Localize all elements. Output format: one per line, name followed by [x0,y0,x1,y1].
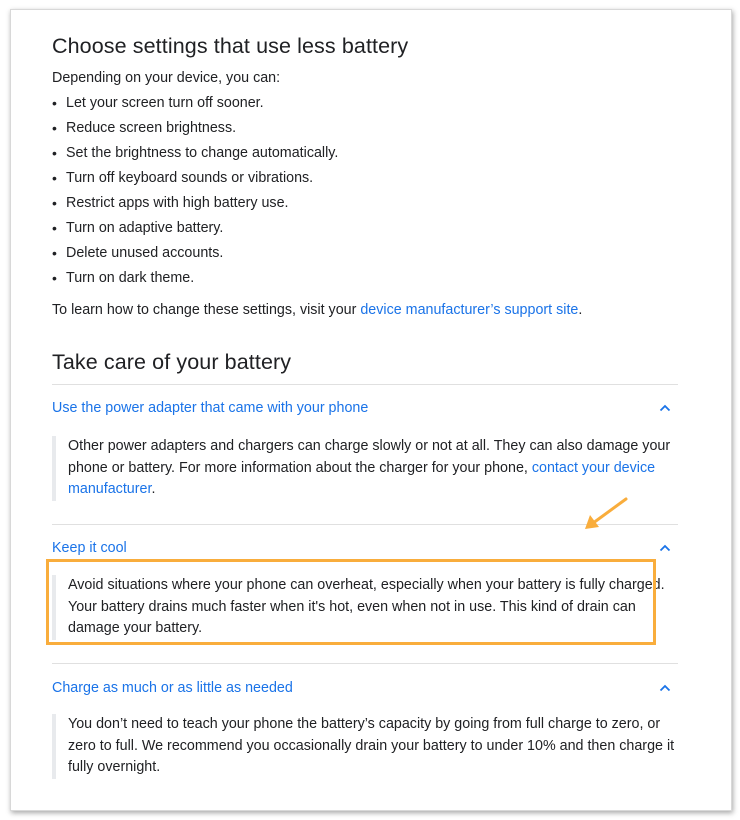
accordion-divider [52,663,678,664]
bullet-icon: • [52,145,57,161]
settings-intro: Depending on your device, you can: [52,70,281,86]
list-item: • Turn on adaptive battery. [52,220,224,236]
accordion-title: Keep it cool [52,540,127,556]
bullet-icon: • [52,245,57,261]
list-item: • Reduce screen brightness. [52,120,237,136]
accordion-body-power-adapter: Other power adapters and chargers can charge slowly or not at all. They can also damage your phone or battery. For more information about the charger for your phone, contact your device manufacturer. [52,436,678,501]
bullet-icon: • [52,120,57,136]
section-heading-battery-care: Take care of your battery [52,350,292,374]
bullet-icon: • [52,220,57,236]
settings-list [52,94,338,294]
list-item: • Set the brightness to change automatically. [52,145,339,161]
accordion-title: Charge as much or as little as needed [52,680,293,696]
bullet-icon: • [52,95,57,111]
list-item: • Let your screen turn off sooner. [52,95,264,111]
learn-more-text: To learn how to change these settings, visit your device manufacturer’s support site. [52,302,583,318]
chevron-up-icon[interactable] [658,401,672,415]
list-item: • Restrict apps with high battery use. [52,195,289,211]
arrow-icon [581,495,631,533]
manufacturer-support-link[interactable]: device manufacturer’s support site [360,302,579,318]
accordion-header-keep-cool[interactable] [52,535,678,561]
bullet-icon: • [52,170,57,186]
list-item: • Turn on dark theme. [52,270,195,286]
highlight-annotation-box [46,559,656,645]
help-article-page [10,9,732,811]
accordion-body-charge: You don’t need to teach your phone the battery’s capacity by going from full charge to zero, or zero to full. We recommend you occasionally drain your battery to under 10% and then charge it fully overnight. [52,714,678,779]
list-item: • Turn off keyboard sounds or vibrations. [52,170,314,186]
accordion-title: Use the power adapter that came with your phone [52,400,369,416]
accordion-divider [52,384,678,385]
accordion-body-keep-cool: Avoid situations where your phone can overheat, especially when your battery is fully charged. Your battery drains much faster when it's hot, even when not in use. This kind of drain can damage your battery. [52,575,678,640]
bullet-icon: • [52,195,57,211]
accordion-header-power-adapter[interactable] [52,395,678,421]
accordion-header-charge[interactable] [52,675,678,701]
chevron-up-icon[interactable] [658,681,672,695]
contact-manufacturer-link[interactable]: contact your device manufacturer [68,459,656,497]
chevron-up-icon[interactable] [658,541,672,555]
list-item: • Delete unused accounts. [52,245,224,261]
section-heading-settings: Choose settings that use less battery [52,34,409,58]
bullet-icon: • [52,270,57,286]
